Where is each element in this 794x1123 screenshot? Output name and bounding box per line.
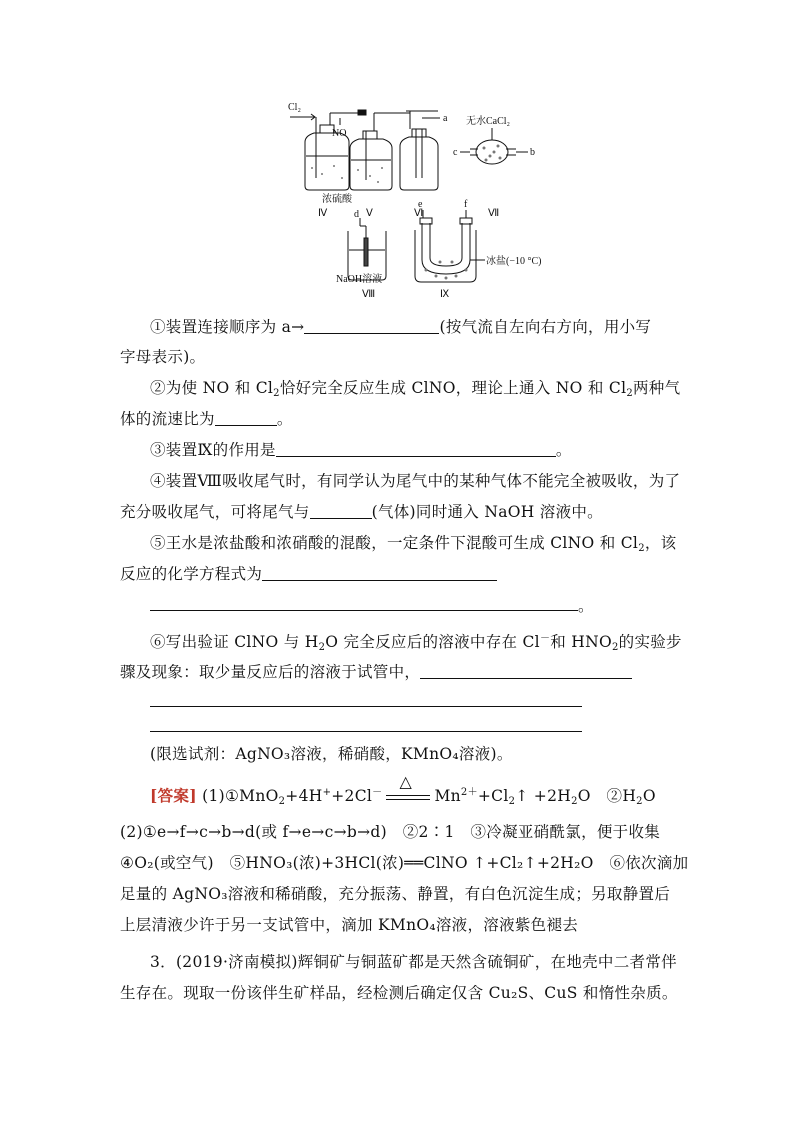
answer-blank[interactable] (276, 441, 556, 457)
answer-blank[interactable] (215, 410, 277, 426)
label-roman-ix: Ⅸ (440, 289, 450, 300)
label-roman-iv: Ⅳ (318, 208, 328, 219)
answer-blank[interactable] (420, 663, 632, 679)
question-6-reagents: (限选试剂：AgNO₃溶液，稀硝酸，KMnO₄溶液)。 (150, 745, 513, 763)
question-1-line-1: ①装置连接顺序为 a→ (按气流自左向右方向，用小写 (150, 318, 652, 336)
label-roman-v: Ⅴ (366, 208, 373, 219)
question-5-line-1: ⑤王水是浓盐酸和浓硝酸的混酸，一定条件下混酸可生成 ClNO 和 $Cl_2$，该 (150, 534, 677, 554)
label-a: a (443, 113, 448, 124)
answer-line-2: (2)①e→f→c→b→d(或 f→e→c→b→d) ②2∶1 ③冷凝亚硝酰氯，便于收集 (120, 823, 661, 841)
answer-blank[interactable] (150, 610, 578, 611)
answer-line-5: 上层清液少许于另一支试管中，滴加 KMnO₄溶液，溶液紫色褪去 (120, 916, 579, 934)
label-e: e (418, 199, 423, 210)
label-conc-acid: 浓硫酸 (322, 194, 352, 205)
question-2-line-1: ②为使 NO 和 $Cl_2$恰好完全反应生成 ClNO，理论上通入 NO 和 $Cl_2$两种气 (150, 379, 681, 399)
label-c: c (453, 147, 458, 158)
label-naoh: NaOH溶液 (336, 274, 383, 285)
answer-line-1: [答案] (1)①MnO$_2$+4H++2Cl－ △ $Mn^{2+}+Cl_2↑ +2H_2O$ $②H_2O$ (150, 772, 656, 807)
label-ice-salt: 冰盐(−10 °C) (486, 256, 542, 267)
question-4-line-2: 充分吸收尾气，可将尾气与 (气体)同时通入 NaOH 溶液中。 (120, 503, 603, 521)
answer-blank[interactable] (262, 565, 497, 581)
label-b: b (530, 147, 535, 158)
question-6-line-2: 骤及现象：取少量反应后的溶液于试管中， (120, 662, 632, 682)
question-2-line-2: 体的流速比为 。 (120, 410, 293, 428)
label-roman-viii: Ⅷ (362, 289, 376, 300)
question-3-next-line-1: 3．(2019·济南模拟)辉铜矿与铜蓝矿都是天然含硫铜矿，在地壳中二者常伴 (150, 953, 677, 971)
label-no: NO (332, 128, 347, 139)
question-5-line-2: 反应的化学方程式为 (120, 564, 497, 584)
label-roman-vii: Ⅶ (488, 208, 500, 219)
label-roman-vi: Ⅵ (414, 208, 424, 219)
answer-line-3: ④O₂(或空气) ⑤HNO₃(浓)+3HCl(浓)══ClNO ↑+Cl₂↑+2H₂O ⑥依次滴加 (120, 854, 689, 872)
answer-blank[interactable] (310, 503, 372, 519)
label-cl2: Cl₂ (288, 102, 301, 113)
apparatus-diagram (270, 98, 560, 308)
question-3-next-line-2: 生存在。现取一份该伴生矿样品，经检测后确定仅含 Cu₂S、CuS 和惰性杂质。 (120, 984, 678, 1002)
question-1-line-2: 字母表示)。 (120, 348, 206, 366)
answer-line-4: 足量的 AgNO₃溶液和稀硝酸，充分振荡、静置，有白色沉淀生成；另取静置后 (120, 885, 671, 903)
label-d: d (354, 209, 359, 220)
answer-tag: [答案] (150, 786, 197, 805)
question-3: ③装置Ⅸ的作用是 。 (150, 441, 572, 459)
answer-blank[interactable] (150, 731, 582, 732)
answer-blank[interactable] (150, 706, 582, 707)
label-f: f (464, 199, 468, 210)
question-6-line-1: ⑥写出验证 ClNO 与 $H_2O$ 完全反应后的溶液中存在 Cl－和 $HNO_2$的实验步 (150, 633, 682, 653)
heating-condition: △ (386, 786, 430, 806)
question-4-line-1: ④装置Ⅷ吸收尾气时，有同学认为尾气中的某种气体不能完全被吸收，为了 (150, 472, 681, 490)
label-cacl2: 无水CaCl₂ (466, 116, 511, 127)
answer-blank[interactable] (304, 318, 439, 334)
question-5-period: 。 (578, 597, 594, 615)
